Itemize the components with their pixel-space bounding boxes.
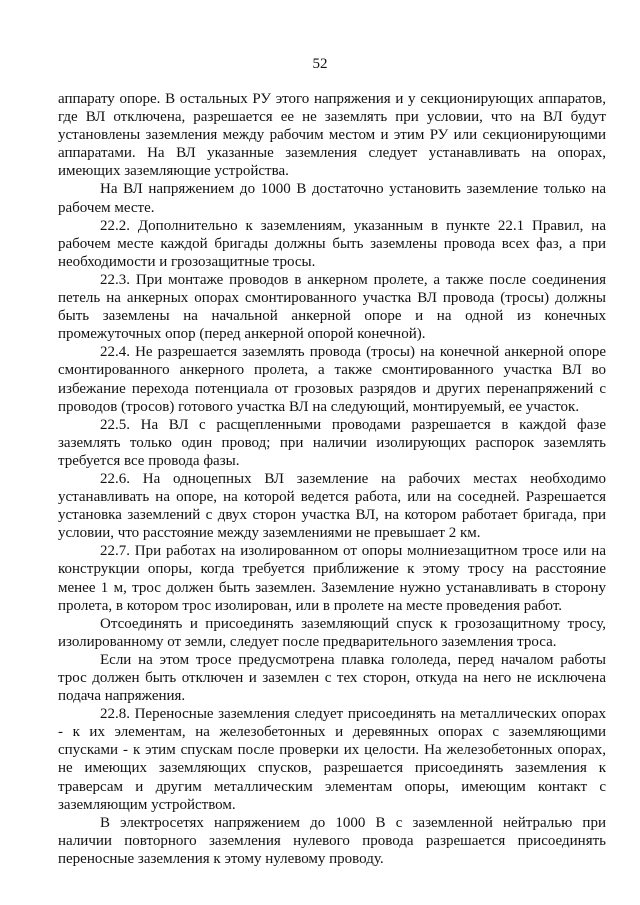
paragraph-22-4: 22.4. Не разрешается заземлять провода (тросы) на конечной анкерной опоре смонтированного анкерного пролета, а также смонтированного участка ВЛ во избежание перехода потенциала от грозовых разрядов и других перенапряжений с проводов (тросов) готового участка ВЛ на следующий, монтируемый, ее участок. — [58, 344, 606, 415]
document-body — [58, 90, 606, 868]
paragraph: аппарату опоре. В остальных РУ этого напряжения и у секционирующих аппаратов, где ВЛ отключена, разрешается ее не заземлять при условии, что на ВЛ будут установлены заземления между рабочим местом и этим РУ или секционирующими аппаратами. На ВЛ указанные заземления следует устанавливать на опорах, имеющих заземляющие устройства. — [58, 91, 606, 180]
paragraph-22-2: 22.2. Дополнительно к заземлениям, указанным в пункте 22.1 Правил, на рабочем месте каждой бригады должны быть заземлены провода всех фаз, а при необходимости и грозозащитные тросы. — [58, 217, 606, 270]
paragraph: На ВЛ напряжением до 1000 В достаточно установить заземление только на рабочем месте. — [58, 181, 606, 216]
paragraph-22-8: 22.8. Переносные заземления следует присоединять на металлических опорах - к их элементам, на железобетонных и деревянных опорах с заземляющими спусками - к этим спускам после проверки их целости. На железобетонных опорах, не имеющих заземляющих спусков, разрешается присоединять заземления к траверсам и другим металлическим элементам опоры, имеющим контакт с заземляющим устройством. — [58, 706, 606, 813]
paragraph: Если на этом тросе предусмотрена плавка гололеда, перед началом работы трос должен быть отключен и заземлен с тех сторон, откуда на него не исключена подача напряжения. — [58, 651, 606, 705]
paragraph-22-6: 22.6. На одноцепных ВЛ заземление на рабочих местах необходимо устанавливать на опоре, на которой ведется работа, или на соседней. Разрешается установка заземлений с двух сторон участка ВЛ, на котором работает бригада, при условии, что расстояние между заземлениями не превышает 2 км. — [58, 470, 606, 542]
paragraph: В электросетях напряжением до 1000 В с заземленной нейтралью при наличии повторного заземления нулевого провода разрешается присоединять переносные заземления к этому нулевому проводу. — [58, 814, 606, 867]
paragraph: Отсоединять и присоединять заземляющий спуск к грозозащитному тросу, изолированному от земли, следует после предварительного заземления троса. — [58, 615, 606, 650]
paragraph-22-3: 22.3. При монтаже проводов в анкерном пролете, а также после соединения петель на анкерных опорах смонтированного участка ВЛ провода (тросы) должны быть заземлены на начальной анкерной опоре и на одной из конечных промежуточных опор (перед анкерной опорой конечной). — [58, 271, 606, 343]
page-number: 52 — [312, 56, 328, 72]
paragraph-22-5: 22.5. На ВЛ с расщепленными проводами разрешается в каждой фазе заземлять только один провод; при наличии изолирующих распорок заземлять требуется все провода фазы. — [58, 416, 606, 469]
paragraph-22-7: 22.7. При работах на изолированном от опоры молниезащитном тросе или на конструкции опоры, когда требуется приближение к этому тросу на расстояние менее 1 м, трос должен быть заземлен. Заземление нужно устанавливать в сторону пролета, в котором трос изолирован, или в пролете на месте проведения работ. — [58, 543, 606, 614]
